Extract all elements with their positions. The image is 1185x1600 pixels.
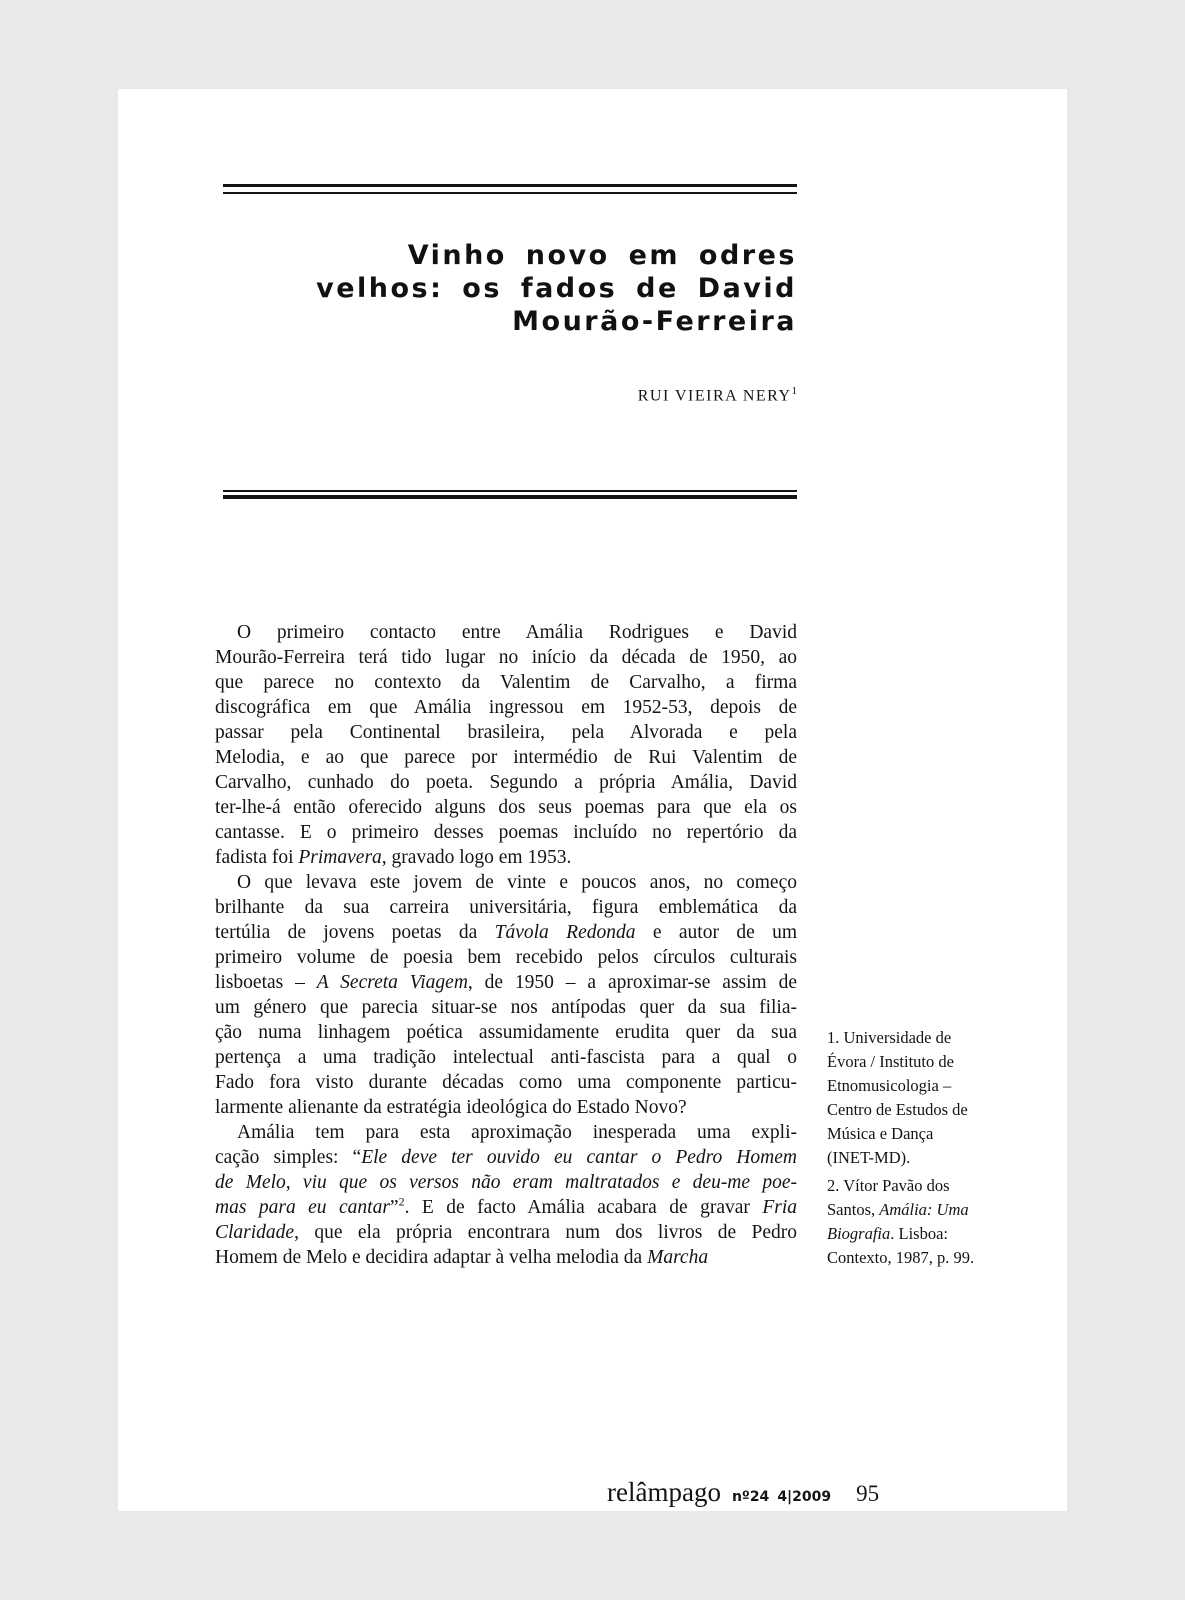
text-run: , que ela própria encontrara num dos livros de Pedro (294, 1222, 797, 1243)
text-run: Ele deve ter ouvido eu cantar o Pedro Homem (361, 1147, 797, 1168)
body-line (215, 945, 797, 970)
body-line (215, 1020, 797, 1045)
text-run: de Melo, viu que os versos não eram maltratados e deu-me poe- (215, 1172, 797, 1193)
text-run: Fado fora visto durante décadas como uma componente particu- (215, 1072, 797, 1093)
text-run: pertença a uma tradição intelectual anti-fascista para a qual o (215, 1047, 797, 1068)
text-run: , de 1950 – a aproximar-se assim de (467, 972, 797, 993)
footnote-1 (827, 1026, 979, 1170)
double-rule-top (223, 184, 797, 194)
body-line (215, 820, 797, 845)
body-line (215, 670, 797, 695)
journal-page (118, 89, 1067, 1511)
body-line (215, 1220, 797, 1245)
text-run: Claridade (215, 1222, 295, 1243)
text-run: Carvalho, cunhado do poeta. Segundo a própria Amália, David (215, 772, 797, 793)
text-run: Távola Redonda (494, 922, 636, 943)
text-run: Mourão-Ferreira terá tido lugar no início da década de 1950, ao (215, 647, 797, 668)
text-run: que parece no contexto da Valentim de Carvalho, a firma (215, 672, 797, 693)
author-footnote-ref: 1 (791, 385, 797, 397)
body-line (215, 1170, 797, 1195)
text-run: , gravado logo em 1953. (381, 847, 572, 868)
body-line (215, 1045, 797, 1070)
body-line (215, 870, 797, 895)
text-run: 1. Universidade de Évora / Instituto de Etnomusicologia – Centro de Estudos de Música e Dança (INET-MD). (827, 1028, 968, 1167)
page-footer (607, 1477, 879, 1508)
author-name: RUI VIEIRA NERY (637, 387, 792, 405)
body-line (215, 720, 797, 745)
body-line (215, 695, 797, 720)
text-run: discográfica em que Amália ingressou em 1952-53, depois de (215, 697, 797, 718)
title-line-1: Vinho novo em odres (407, 240, 797, 271)
body-line (215, 1120, 797, 1145)
text-run: Amália tem para esta aproximação inesperada uma expli- (237, 1122, 797, 1143)
body-line (215, 895, 797, 920)
body-line (215, 645, 797, 670)
body-line (215, 1245, 797, 1270)
title-line-2: velhos: os fados de David (316, 273, 797, 304)
issue-number: nº24 (731, 1489, 770, 1505)
text-run: O primeiro contacto entre Amália Rodrigues e David (237, 622, 797, 643)
double-rule-bottom (223, 490, 797, 499)
text-run: tertúlia de jovens poetas da (215, 922, 495, 943)
body-line (215, 1070, 797, 1095)
text-run: Melodia, e ao que parece por intermédio de Rui Valentim de (215, 747, 797, 768)
text-run: lisboetas – (215, 972, 317, 993)
text-run: mas para eu cantar (215, 1197, 390, 1218)
body-line (215, 920, 797, 945)
body-line (215, 995, 797, 1020)
text-run: brilhante da sua carreira universitária, figura emblemática da (215, 897, 797, 918)
text-run: ção numa linhagem poética assumidamente erudita quer da sua (215, 1022, 797, 1043)
text-run: O que levava este jovem de vinte e poucos anos, no começo (237, 872, 797, 893)
text-run: ter-lhe-á então oferecido alguns dos seus poemas para que ela os (215, 797, 797, 818)
footnote-2 (827, 1174, 979, 1270)
text-run: passar pela Continental brasileira, pela Alvorada e pela (215, 722, 797, 743)
body-line (215, 1145, 797, 1170)
title-line-3: Mourão-Ferreira (512, 306, 797, 337)
text-run: um género que parecia situar-se nos antípodas quer da sua filia- (215, 997, 797, 1018)
text-run: A Secreta Viagem (316, 972, 468, 993)
text-run: cantasse. E o primeiro desses poemas incluído no repertório da (215, 822, 797, 843)
body-line (215, 845, 797, 870)
text-run: e autor de um (635, 922, 797, 943)
text-run: fadista foi (215, 847, 299, 868)
journal-name: relâmpago (607, 1477, 721, 1507)
page-number: 95 (856, 1481, 880, 1506)
text-run: . E de facto Amália acabara de gravar (404, 1197, 763, 1218)
body-line (215, 795, 797, 820)
text-run: ” (389, 1197, 399, 1218)
text-run: Fria (762, 1197, 797, 1218)
article-body (215, 620, 797, 1270)
text-run: larmente alienante da estratégia ideológica do Estado Novo? (215, 1097, 687, 1118)
footnote-marker: 2 (398, 1195, 405, 1209)
body-line (215, 770, 797, 795)
article-title (223, 239, 797, 338)
issue-date: 4|2009 (777, 1489, 832, 1505)
author-byline (223, 385, 797, 405)
body-line (215, 745, 797, 770)
body-line (215, 970, 797, 995)
body-line (215, 1095, 797, 1120)
body-line (215, 1195, 797, 1220)
text-run: cação simples: “ (215, 1147, 362, 1168)
text-run: 2. Vítor Pavão dos Santos, (827, 1176, 950, 1219)
text-run: Marcha (647, 1247, 709, 1268)
text-run: . Lisboa: Contexto, 1987, p. 99. (827, 1224, 975, 1267)
body-line (215, 620, 797, 645)
text-run: Amália: Uma Biografia (827, 1200, 969, 1243)
text-run: Homem de Melo e decidira adaptar à velha melodia da (215, 1247, 648, 1268)
text-run: primeiro volume de poesia bem recebido pelos círculos culturais (215, 947, 797, 968)
text-run: Primavera (298, 847, 382, 868)
